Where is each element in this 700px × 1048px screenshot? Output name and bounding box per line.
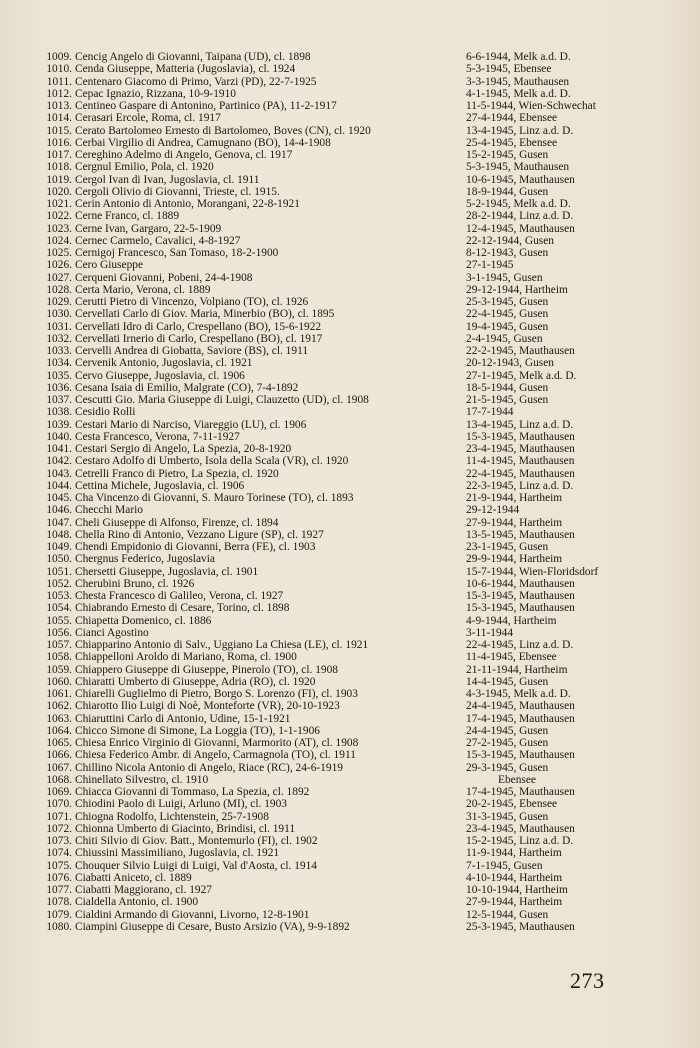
- entry-person: Chiabrando Ernesto di Cesare, Torino, cl. 1898: [75, 602, 290, 615]
- entry-person: Ciampini Giuseppe di Cesare, Busto Arsizio (VA), 9-9-1892: [75, 920, 350, 933]
- entry-number: 1028.: [46, 283, 72, 296]
- list-item: [34, 100, 700, 112]
- list-item: [34, 149, 700, 161]
- entry-death-date-place: 12-4-1945, Mauthausen: [466, 222, 575, 235]
- entry-person: Chouquer Silvio Luigi di Luigi, Val d'Aosta, cl. 1914: [75, 859, 317, 872]
- entry-death-date-place: 4-9-1944, Hartheim: [466, 614, 557, 627]
- entry-number: 1044.: [46, 479, 72, 492]
- list-item: [34, 259, 700, 271]
- list-item: [34, 566, 700, 578]
- entry-number: 1068.: [46, 773, 72, 786]
- entry-number: 1023.: [46, 222, 72, 235]
- entry-death-date-place: 27-1-1945, Melk a.d. D.: [466, 369, 577, 382]
- entry-person: Chiapparino Antonio di Salv., Uggiano La Chiesa (LE), cl. 1921: [75, 639, 369, 651]
- entry-person: Cestari Sergio di Angelo, La Spezia, 20-8-1920: [75, 443, 292, 455]
- list-item: [34, 688, 700, 700]
- entry-death-date-place: 15-2-1945, Linz a.d. D.: [466, 835, 574, 847]
- entry-person: Cerin Antonio di Antonio, Morangani, 22-8-1921: [75, 198, 300, 210]
- list-item: [34, 468, 700, 480]
- entry-death-date-place: 5-3-1945, Mauthausen: [466, 161, 570, 174]
- entry-death-date-place: 5-3-1945, Ebensee: [466, 63, 552, 76]
- entry-person: Chiaratti Umberto di Giuseppe, Adria (RO), cl. 1920: [75, 675, 316, 688]
- entry-person: Cesana Isaia di Emilio, Malgrate (CO), 7-4-1892: [75, 381, 299, 394]
- list-item: [34, 835, 700, 847]
- entry-person: Cherubini Bruno, cl. 1926: [75, 577, 195, 590]
- entry-death-date-place: 20-12-1943, Gusen: [466, 357, 554, 370]
- entry-person: Cesidio Rolli: [75, 406, 136, 419]
- entry-number: 1019.: [46, 173, 72, 186]
- list-item: [34, 419, 700, 431]
- entry-death-date-place: 17-7-1944: [466, 406, 514, 419]
- entry-person: Chiarotto Ilio Luigi di Noè, Monteforte (VR), 20-10-1923: [75, 700, 340, 713]
- list-item: [34, 639, 700, 651]
- list-item: [34, 517, 700, 529]
- entry-death-date-place: 6-6-1944, Melk a.d. D.: [466, 51, 571, 63]
- entry-death-date-place: 25-3-1945, Gusen: [466, 296, 549, 308]
- entry-number: 1065.: [46, 737, 72, 749]
- entry-number: 1030.: [46, 308, 72, 321]
- list-item: [34, 443, 700, 455]
- entry-person: Cervenik Antonio, Jugoslavia, cl. 1921: [75, 357, 253, 370]
- list-item: [34, 455, 700, 467]
- list-item: [34, 578, 700, 590]
- list-item: [34, 63, 700, 75]
- entry-person: Cereghino Adelmo di Angelo, Genova, cl. 1917: [75, 149, 293, 161]
- entry-death-date-place: 23-1-1945, Gusen: [466, 541, 549, 553]
- entry-person: Chiapetta Domenico, cl. 1886: [75, 614, 212, 627]
- entry-person: Centineo Gaspare di Antonino, Partinico (PA), 11-2-1917: [75, 100, 337, 112]
- entry-number: 1062.: [46, 700, 72, 713]
- list-item: [34, 186, 700, 198]
- entry-number: 1052.: [46, 577, 72, 590]
- entry-death-date-place: 4-10-1944, Hartheim: [466, 871, 563, 884]
- list-item: [34, 333, 700, 345]
- entry-person: Chiacca Giovanni di Tommaso, La Spezia, cl. 1892: [75, 786, 310, 798]
- entry-number: 1077.: [46, 884, 72, 896]
- entry-number: 1041.: [46, 443, 72, 455]
- entry-number: 1046.: [46, 504, 72, 517]
- entry-death-date-place: 27-9-1944, Hartheim: [466, 896, 563, 909]
- entry-death-date-place: 25-4-1945, Ebensee: [466, 136, 558, 149]
- entry-number: 1029.: [46, 296, 72, 308]
- entry-person: Cencig Angelo di Giovanni, Taipana (UD), cl. 1898: [75, 51, 311, 63]
- entry-number: 1010.: [46, 63, 72, 76]
- list-item: [34, 553, 700, 565]
- entry-person: Chiussini Massimiliano, Jugoslavia, cl. 1921: [75, 847, 280, 860]
- entry-death-date-place: 15-3-1945, Mauthausen: [466, 602, 575, 615]
- entry-number: 1080.: [46, 920, 72, 933]
- entry-death-date-place: 24-4-1945, Gusen: [466, 724, 549, 737]
- entry-person: Chinellato Silvestro, cl. 1910: [75, 773, 209, 786]
- entry-death-date-place: 14-4-1945, Gusen: [466, 675, 549, 688]
- entry-number: 1016.: [46, 136, 72, 149]
- entry-person: Chergnus Federico, Jugoslavia: [75, 553, 215, 566]
- entry-number: 1069.: [46, 786, 72, 798]
- entry-person: Chiarelli Guglielmo di Pietro, Borgo S. Lorenzo (FI), cl. 1903: [75, 688, 358, 700]
- entry-person: Cervellati Idro di Carlo, Crespellano (BO), 15-6-1922: [75, 320, 322, 333]
- entry-person: Cergol Ivan di Ivan, Jugoslavia, cl. 1911: [75, 173, 260, 186]
- list-item: [34, 823, 700, 835]
- entry-death-date-place: 29-12-1944, Hartheim: [466, 283, 568, 296]
- entry-person: Cialdella Antonio, cl. 1900: [75, 896, 199, 909]
- entry-person: Cervelli Andrea di Giobatta, Saviore (BS), cl. 1911: [75, 345, 309, 357]
- list-item: [34, 394, 700, 406]
- entry-death-date-place: 4-3-1945, Melk a.d. D.: [466, 688, 571, 700]
- entry-person: Certa Mario, Verona, cl. 1889: [75, 283, 211, 296]
- entry-death-date-place: 21-11-1944, Hartheim: [466, 663, 568, 676]
- list-item: [34, 357, 700, 369]
- entry-person: Chiodini Paolo di Luigi, Arluno (MI), cl. 1903: [75, 798, 287, 811]
- entry-person: Cergnul Emilio, Pola, cl. 1920: [75, 161, 214, 174]
- entry-person: Cervellati Carlo di Giov. Maria, Minerbio (BO), cl. 1895: [75, 308, 335, 321]
- entry-number: 1079.: [46, 908, 72, 921]
- entry-person: Chersetti Giuseppe, Jugoslavia, cl. 1901: [75, 565, 259, 578]
- entry-person: Chionna Umberto di Giacinto, Brindisi, cl. 1911: [75, 822, 296, 835]
- list-item: [34, 651, 700, 663]
- entry-number: 1035.: [46, 369, 72, 382]
- entry-death-date-place: 22-4-1945, Mauthausen: [466, 467, 575, 480]
- entry-number: 1015.: [46, 124, 72, 137]
- entry-death-date-place: 10-6-1944, Mauthausen: [466, 577, 575, 590]
- list-item: [34, 112, 700, 124]
- list-item: [34, 737, 700, 749]
- entry-number: 1056.: [46, 626, 72, 639]
- entry-death-date-place: 22-4-1945, Linz a.d. D.: [466, 639, 574, 651]
- entry-number: 1025.: [46, 247, 72, 259]
- list-item: [34, 235, 700, 247]
- list-item: [34, 321, 700, 333]
- entry-person: Cerato Bartolomeo Ernesto di Bartolomeo, Boves (CN), cl. 1920: [75, 124, 371, 137]
- entry-person: Cianci Agostino: [75, 626, 149, 639]
- entry-person: Chiaruttini Carlo di Antonio, Udine, 15-1-1921: [75, 712, 291, 725]
- entry-number: 1020.: [46, 185, 72, 198]
- entry-number: 1061.: [46, 688, 72, 700]
- entry-number: 1031.: [46, 320, 72, 333]
- entry-number: 1018.: [46, 161, 72, 174]
- list-item: [34, 749, 700, 761]
- entry-death-date-place: 23-4-1945, Mauthausen: [466, 822, 575, 835]
- list-item: [34, 529, 700, 541]
- list-item: [34, 798, 700, 810]
- entry-death-date-place: 19-4-1945, Gusen: [466, 320, 549, 333]
- entry-death-date-place: 12-5-1944, Gusen: [466, 908, 549, 921]
- list-item: [34, 174, 700, 186]
- entry-person: Chiesa Federico Ambr. di Angelo, Carmagnola (TO), cl. 1911: [75, 749, 356, 762]
- entry-death-date-place: 28-2-1944, Linz a.d. D.: [466, 210, 574, 223]
- entry-person: Centenaro Giacomo di Primo, Varzi (PD), 22-7-1925: [75, 75, 317, 88]
- entry-number: 1017.: [46, 149, 72, 161]
- entry-person: Chendi Empidonio di Giovanni, Berra (FE), cl. 1903: [75, 541, 316, 553]
- entry-person: Ciabatti Maggiorano, cl. 1927: [75, 884, 212, 896]
- list-item: [34, 615, 700, 627]
- entry-death-date-place: 15-3-1945, Mauthausen: [466, 749, 575, 762]
- entry-number: 1057.: [46, 639, 72, 651]
- entry-death-date-place: 15-3-1945, Mauthausen: [466, 590, 575, 602]
- entry-death-date-place: 13-5-1945, Mauthausen: [466, 528, 575, 541]
- entry-number: 1050.: [46, 553, 72, 566]
- list-item: [34, 847, 700, 859]
- entry-death-date-place: 3-1-1945, Gusen: [466, 271, 543, 284]
- entry-death-date-place: 29-3-1945, Gusen: [466, 761, 549, 774]
- entry-person: Chiogna Rodolfo, Lichtenstein, 25-7-1908: [75, 810, 269, 823]
- entry-death-date-place: 11-9-1944, Hartheim: [466, 847, 562, 860]
- entry-person: Cestaro Adolfo di Umberto, Isola della Scala (VR), cl. 1920: [75, 455, 349, 468]
- list-item: [34, 590, 700, 602]
- entry-number: 1013.: [46, 100, 72, 112]
- entry-death-date-place: 7-1-1945, Gusen: [466, 859, 543, 872]
- entry-death-date-place: 11-4-1945, Mauthausen: [466, 455, 575, 468]
- entry-death-date-place: 27-1-1945: [466, 259, 514, 272]
- list-item: [34, 811, 700, 823]
- entry-person: Cerne Ivan, Gargaro, 22-5-1909: [75, 222, 222, 235]
- list-item: [34, 627, 700, 639]
- list-item: [34, 308, 700, 320]
- entry-person: Cergoli Olivio di Giovanni, Trieste, cl. 1915.: [75, 185, 280, 198]
- entry-person: Chesta Francesco di Galileo, Verona, cl. 1927: [75, 590, 284, 602]
- entry-person: Cerbai Virgilio di Andrea, Camugnano (BO), 14-4-1908: [75, 136, 331, 149]
- entry-number: 1054.: [46, 602, 72, 615]
- list-item: [34, 198, 700, 210]
- entry-death-date-place: 11-4-1945, Ebensee: [466, 651, 557, 664]
- entry-death-date-place: 15-2-1945, Gusen: [466, 149, 549, 161]
- list-item: [34, 909, 700, 921]
- entry-number: 1014.: [46, 112, 72, 125]
- list-item: [34, 492, 700, 504]
- entry-person: Cerasari Ercole, Roma, cl. 1917: [75, 112, 221, 125]
- list-item: [34, 896, 700, 908]
- entry-number: 1070.: [46, 798, 72, 811]
- list-item: [34, 345, 700, 357]
- entry-number: 1043.: [46, 467, 72, 480]
- entry-number: 1009.: [46, 51, 72, 63]
- entry-death-date-place: 4-1-1945, Melk a.d. D.: [466, 87, 571, 100]
- entry-person: Cero Giuseppe: [75, 259, 144, 272]
- entry-number: 1042.: [46, 455, 72, 468]
- entry-number: 1074.: [46, 847, 72, 860]
- entry-death-date-place: 13-4-1945, Linz a.d. D.: [466, 124, 574, 137]
- list-item: [34, 541, 700, 553]
- entry-person: Cettina Michele, Jugoslavia, cl. 1906: [75, 479, 245, 492]
- list-item: [34, 921, 700, 933]
- entry-person: Chiappelloni Aroldo di Mariano, Roma, cl. 1900: [75, 651, 297, 664]
- entry-person: Cesta Francesco, Verona, 7-11-1927: [75, 430, 240, 443]
- entry-person: Cerutti Pietro di Vincenzo, Volpiano (TO), cl. 1926: [75, 296, 309, 308]
- entry-death-date-place: 20-2-1945, Ebensee: [466, 798, 558, 811]
- entry-number: 1012.: [46, 87, 72, 100]
- list-item: [34, 88, 700, 100]
- entry-death-date-place: 3-3-1945, Mauthausen: [466, 75, 570, 88]
- entry-death-date-place: 8-12-1943, Gusen: [466, 247, 549, 259]
- entry-death-date-place: 27-4-1944, Ebensee: [466, 112, 558, 125]
- entry-death-date-place: 31-3-1945, Gusen: [466, 810, 549, 823]
- entry-death-date-place: 10-6-1945, Mauthausen: [466, 173, 575, 186]
- list-item: [34, 762, 700, 774]
- entry-person: Chiti Silvio di Giov. Batt., Montemurlo (FI), cl. 1902: [75, 835, 318, 847]
- entry-number: 1055.: [46, 614, 72, 627]
- list-item: [34, 774, 700, 786]
- entry-number: 1078.: [46, 896, 72, 909]
- entry-person: Cha Vincenzo di Giovanni, S. Mauro Torinese (TO), cl. 1893: [75, 492, 354, 504]
- entry-person: Cescutti Gio. Maria Giuseppe di Luigi, Clauzetto (UD), cl. 1908: [75, 394, 369, 406]
- entry-death-date-place: Ebensee: [498, 773, 536, 786]
- entry-death-date-place: 15-7-1944, Wien-Floridsdorf: [466, 565, 599, 578]
- entry-person: Cheli Giuseppe di Alfonso, Firenze, cl. 1894: [75, 516, 279, 529]
- list-item: [34, 51, 700, 63]
- entry-person: Chella Rino di Antonio, Vezzano Ligure (SP), cl. 1927: [75, 528, 324, 541]
- entry-number: 1071.: [46, 810, 72, 823]
- entry-death-date-place: 18-9-1944, Gusen: [466, 185, 549, 198]
- entry-person: Cetrelli Franco di Pietro, La Spezia, cl. 1920: [75, 467, 279, 480]
- entry-number: 1072.: [46, 822, 72, 835]
- list-item: [34, 223, 700, 235]
- entry-number: 1027.: [46, 271, 72, 284]
- entry-person: Cerqueni Giovanni, Pobeni, 24-4-1908: [75, 271, 253, 284]
- deportee-list: [34, 51, 700, 933]
- entry-number: 1034.: [46, 357, 72, 370]
- entry-person: Cernigoj Francesco, San Tomaso, 18-2-1900: [75, 247, 279, 259]
- entry-death-date-place: 18-5-1944, Gusen: [466, 381, 549, 394]
- entry-number: 1037.: [46, 394, 72, 406]
- entry-number: 1073.: [46, 835, 72, 847]
- entry-death-date-place: 27-9-1944, Hartheim: [466, 516, 563, 529]
- entry-person: Checchi Mario: [75, 504, 144, 517]
- list-item: [34, 137, 700, 149]
- entry-death-date-place: 5-2-1945, Melk a.d. D.: [466, 198, 571, 210]
- list-item: [34, 713, 700, 725]
- entry-number: 1026.: [46, 259, 72, 272]
- list-item: [34, 161, 700, 173]
- list-item: [34, 382, 700, 394]
- entry-number: 1059.: [46, 663, 72, 676]
- entry-number: 1047.: [46, 516, 72, 529]
- entry-number: 1063.: [46, 712, 72, 725]
- entry-death-date-place: 25-3-1945, Mauthausen: [466, 920, 575, 933]
- entry-person: Chiappero Giuseppe di Giuseppe, Pinerolo (TO), cl. 1908: [75, 663, 338, 676]
- entry-person: Cernec Carmelo, Cavalici, 4-8-1927: [75, 234, 241, 247]
- entry-number: 1048.: [46, 528, 72, 541]
- entry-death-date-place: 29-12-1944: [466, 504, 520, 517]
- entry-death-date-place: 22-2-1945, Mauthausen: [466, 345, 575, 357]
- list-item: [34, 504, 700, 516]
- list-item: [34, 700, 700, 712]
- entry-death-date-place: 17-4-1945, Mauthausen: [466, 712, 575, 725]
- entry-person: Cestari Mario di Narciso, Viareggio (LU), cl. 1906: [75, 418, 307, 431]
- entry-person: Chillino Nicola Antonio di Angelo, Riace (RC), 24-6-1919: [75, 761, 343, 774]
- list-item: [34, 247, 700, 259]
- list-item: [34, 272, 700, 284]
- list-item: [34, 296, 700, 308]
- entry-number: 1049.: [46, 541, 72, 553]
- entry-death-date-place: 29-9-1944, Hartheim: [466, 553, 563, 566]
- entry-number: 1051.: [46, 565, 72, 578]
- entry-person: Chiesa Enrico Virginio di Giovanni, Marmorito (AT), cl. 1908: [75, 737, 359, 749]
- entry-death-date-place: 21-9-1944, Hartheim: [466, 492, 563, 504]
- list-item: [34, 676, 700, 688]
- list-item: [34, 664, 700, 676]
- list-item: [34, 370, 700, 382]
- entry-death-date-place: 22-4-1945, Gusen: [466, 308, 549, 321]
- entry-death-date-place: 15-3-1945, Mauthausen: [466, 430, 575, 443]
- entry-death-date-place: 23-4-1945, Mauthausen: [466, 443, 575, 455]
- entry-person: Cialdini Armando di Giovanni, Livorno, 12-8-1901: [75, 908, 310, 921]
- entry-number: 1021.: [46, 198, 72, 210]
- list-item: [34, 860, 700, 872]
- entry-number: 1036.: [46, 381, 72, 394]
- list-item: [34, 602, 700, 614]
- entry-number: 1024.: [46, 234, 72, 247]
- page-number: 273: [570, 968, 605, 993]
- entry-death-date-place: 21-5-1945, Gusen: [466, 394, 549, 406]
- entry-person: Chicco Simone di Simone, La Loggia (TO), 1-1-1906: [75, 724, 320, 737]
- list-item: [34, 480, 700, 492]
- entry-number: 1033.: [46, 345, 72, 357]
- list-item: [34, 725, 700, 737]
- entry-number: 1053.: [46, 590, 72, 602]
- list-item: [34, 406, 700, 418]
- entry-number: 1011.: [46, 75, 72, 88]
- entry-person: Ciabatti Aniceto, cl. 1889: [75, 871, 192, 884]
- entry-person: Cervellati Irnerio di Carlo, Crespellano (BO), cl. 1917: [75, 332, 323, 345]
- list-item: [34, 431, 700, 443]
- entry-number: 1032.: [46, 332, 72, 345]
- entry-death-date-place: 2-4-1945, Gusen: [466, 332, 543, 345]
- list-item: [34, 125, 700, 137]
- list-item: [34, 884, 700, 896]
- entry-number: 1058.: [46, 651, 72, 664]
- entry-number: 1064.: [46, 724, 72, 737]
- entry-death-date-place: 22-3-1945, Linz a.d. D.: [466, 479, 574, 492]
- entry-number: 1066.: [46, 749, 72, 762]
- list-item: [34, 872, 700, 884]
- entry-number: 1060.: [46, 675, 72, 688]
- entry-number: 1040.: [46, 430, 72, 443]
- entry-number: 1076.: [46, 871, 72, 884]
- entry-number: 1038.: [46, 406, 72, 419]
- entry-number: 1045.: [46, 492, 72, 504]
- entry-death-date-place: 17-4-1945, Mauthausen: [466, 786, 575, 798]
- entry-person: Cepac Ignazio, Rizzana, 10-9-1910: [75, 87, 236, 100]
- list-item: [34, 284, 700, 296]
- list-item: [34, 786, 700, 798]
- entry-death-date-place: 24-4-1945, Mauthausen: [466, 700, 575, 713]
- entry-death-date-place: 22-12-1944, Gusen: [466, 234, 554, 247]
- entry-person: Cenda Giuseppe, Matteria (Jugoslavia), cl. 1924: [75, 63, 296, 76]
- entry-number: 1067.: [46, 761, 72, 774]
- entry-death-date-place: 10-10-1944, Hartheim: [466, 884, 568, 896]
- entry-death-date-place: 27-2-1945, Gusen: [466, 737, 549, 749]
- entry-person: Cerne Franco, cl. 1889: [75, 210, 180, 223]
- entry-death-date-place: 3-11-1944: [466, 626, 514, 639]
- entry-number: 1039.: [46, 418, 72, 431]
- entry-death-date-place: 13-4-1945, Linz a.d. D.: [466, 418, 574, 431]
- entry-number: 1022.: [46, 210, 72, 223]
- list-item: [34, 210, 700, 222]
- list-item: [34, 76, 700, 88]
- entry-number: 1075.: [46, 859, 72, 872]
- entry-person: Cervo Giuseppe, Jugoslavia, cl. 1906: [75, 369, 245, 382]
- entry-death-date-place: 11-5-1944, Wien-Schwechat: [466, 100, 596, 112]
